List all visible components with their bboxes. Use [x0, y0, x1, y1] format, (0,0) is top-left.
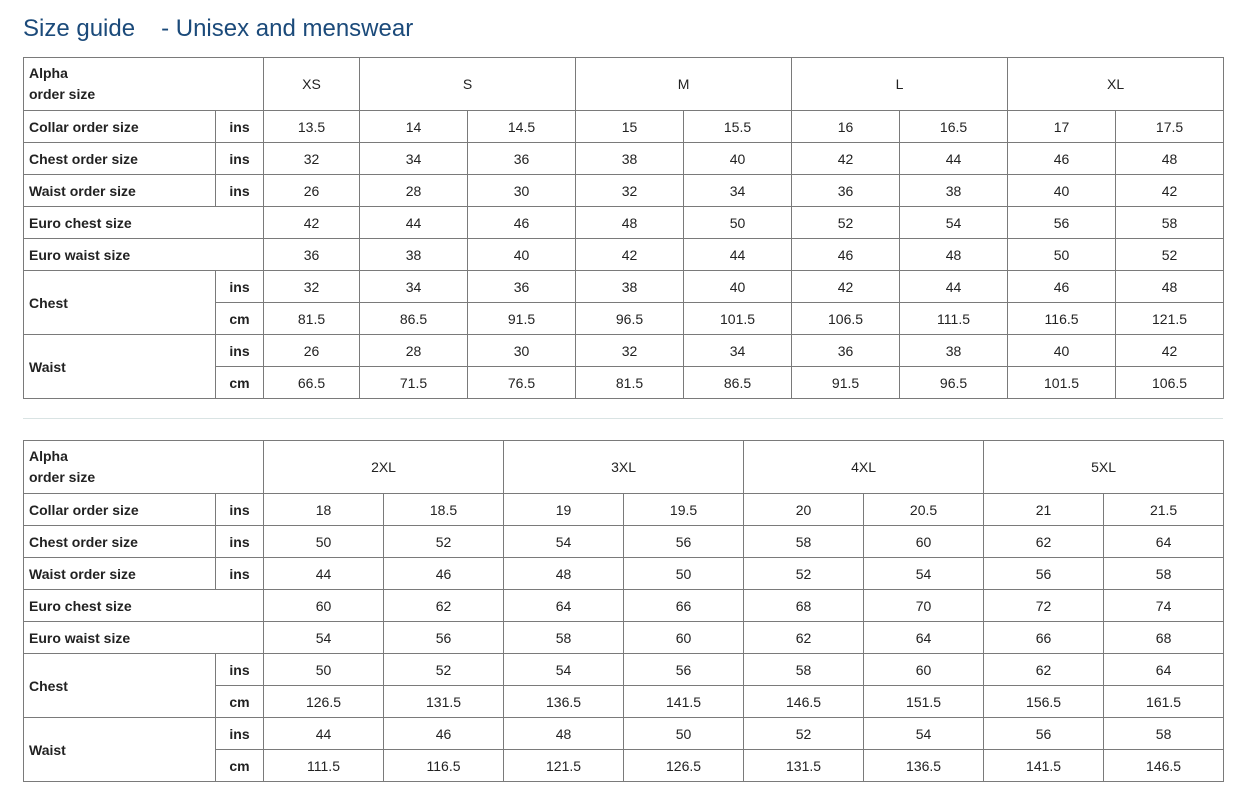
unit-label: ins: [216, 526, 264, 558]
unit-label: ins: [216, 558, 264, 590]
table-row-waist-ins: [24, 335, 1224, 367]
value-cell: 38: [900, 335, 1008, 367]
table-row-euro-chest: [24, 207, 1224, 239]
value-cell: 34: [684, 335, 792, 367]
value-cell: 74: [1104, 590, 1224, 622]
value-cell: 42: [792, 271, 900, 303]
size-header: M: [576, 58, 792, 111]
table-row-chest-order: [24, 143, 1224, 175]
value-cell: 101.5: [684, 303, 792, 335]
size-header: 3XL: [504, 441, 744, 494]
table-row-waist-order: [24, 175, 1224, 207]
value-cell: 101.5: [1008, 367, 1116, 399]
value-cell: 50: [624, 558, 744, 590]
value-cell: 44: [900, 271, 1008, 303]
value-cell: 91.5: [468, 303, 576, 335]
value-cell: 81.5: [576, 367, 684, 399]
unit-label: ins: [216, 654, 264, 686]
value-cell: 20: [744, 494, 864, 526]
value-cell: 42: [264, 207, 360, 239]
value-cell: 44: [360, 207, 468, 239]
row-label: Waist: [24, 718, 216, 782]
value-cell: 30: [468, 335, 576, 367]
unit-label: cm: [216, 750, 264, 782]
value-cell: 36: [264, 239, 360, 271]
value-cell: 71.5: [360, 367, 468, 399]
value-cell: 86.5: [360, 303, 468, 335]
table-row-chest-ins: [24, 654, 1224, 686]
value-cell: 126.5: [264, 686, 384, 718]
value-cell: 38: [900, 175, 1008, 207]
row-label: Collar order size: [24, 111, 216, 143]
value-cell: 19.5: [624, 494, 744, 526]
value-cell: 72: [984, 590, 1104, 622]
value-cell: 15: [576, 111, 684, 143]
value-cell: 66: [984, 622, 1104, 654]
unit-label: cm: [216, 367, 264, 399]
value-cell: 18: [264, 494, 384, 526]
unit-label: ins: [216, 175, 264, 207]
value-cell: 141.5: [984, 750, 1104, 782]
value-cell: 40: [684, 143, 792, 175]
table-row-euro-waist: [24, 622, 1224, 654]
value-cell: 21: [984, 494, 1104, 526]
size-header: L: [792, 58, 1008, 111]
value-cell: 58: [744, 526, 864, 558]
value-cell: 141.5: [624, 686, 744, 718]
value-cell: 17: [1008, 111, 1116, 143]
value-cell: 62: [984, 526, 1104, 558]
value-cell: 42: [792, 143, 900, 175]
value-cell: 52: [744, 718, 864, 750]
value-cell: 50: [624, 718, 744, 750]
value-cell: 48: [504, 718, 624, 750]
value-cell: 50: [684, 207, 792, 239]
value-cell: 76.5: [468, 367, 576, 399]
value-cell: 32: [264, 143, 360, 175]
value-cell: 32: [576, 335, 684, 367]
value-cell: 21.5: [1104, 494, 1224, 526]
value-cell: 46: [384, 718, 504, 750]
value-cell: 50: [264, 654, 384, 686]
row-label: Chest: [24, 654, 216, 718]
value-cell: 36: [792, 335, 900, 367]
value-cell: 54: [864, 558, 984, 590]
value-cell: 62: [384, 590, 504, 622]
value-cell: 64: [504, 590, 624, 622]
value-cell: 48: [900, 239, 1008, 271]
value-cell: 46: [792, 239, 900, 271]
value-cell: 56: [624, 526, 744, 558]
alpha-order-size-label: [24, 58, 264, 111]
value-cell: 126.5: [624, 750, 744, 782]
value-cell: 14.5: [468, 111, 576, 143]
value-cell: 15.5: [684, 111, 792, 143]
row-label: Euro waist size: [24, 239, 264, 271]
size-header: 2XL: [264, 441, 504, 494]
header-row: [24, 58, 1224, 111]
size-header: 4XL: [744, 441, 984, 494]
value-cell: 36: [792, 175, 900, 207]
size-header: XL: [1008, 58, 1224, 111]
row-label: Waist order size: [24, 175, 216, 207]
value-cell: 18.5: [384, 494, 504, 526]
value-cell: 131.5: [744, 750, 864, 782]
value-cell: 58: [1104, 718, 1224, 750]
value-cell: 16: [792, 111, 900, 143]
value-cell: 48: [504, 558, 624, 590]
value-cell: 28: [360, 335, 468, 367]
header-row: [24, 441, 1224, 494]
value-cell: 54: [504, 526, 624, 558]
value-cell: 36: [468, 143, 576, 175]
value-cell: 58: [1104, 558, 1224, 590]
value-cell: 68: [744, 590, 864, 622]
value-cell: 60: [624, 622, 744, 654]
value-cell: 106.5: [1116, 367, 1224, 399]
alpha-label-line1: Alpha: [29, 448, 68, 464]
value-cell: 96.5: [576, 303, 684, 335]
unit-label: ins: [216, 718, 264, 750]
size-table-xs-xl: [23, 57, 1224, 399]
value-cell: 111.5: [900, 303, 1008, 335]
value-cell: 106.5: [792, 303, 900, 335]
table-row-waist-ins: [24, 718, 1224, 750]
value-cell: 56: [624, 654, 744, 686]
value-cell: 56: [1008, 207, 1116, 239]
value-cell: 26: [264, 175, 360, 207]
value-cell: 52: [384, 526, 504, 558]
value-cell: 58: [504, 622, 624, 654]
value-cell: 54: [864, 718, 984, 750]
table-row-euro-waist: [24, 239, 1224, 271]
row-label: Waist order size: [24, 558, 216, 590]
value-cell: 46: [1008, 143, 1116, 175]
value-cell: 14: [360, 111, 468, 143]
value-cell: 64: [1104, 654, 1224, 686]
value-cell: 40: [1008, 335, 1116, 367]
value-cell: 56: [984, 718, 1104, 750]
value-cell: 34: [684, 175, 792, 207]
value-cell: 116.5: [384, 750, 504, 782]
value-cell: 136.5: [504, 686, 624, 718]
row-label: Chest: [24, 271, 216, 335]
page-title: [23, 15, 413, 43]
value-cell: 146.5: [1104, 750, 1224, 782]
row-label: Chest order size: [24, 143, 216, 175]
value-cell: 48: [1116, 143, 1224, 175]
row-label: Waist: [24, 335, 216, 399]
value-cell: 50: [1008, 239, 1116, 271]
value-cell: 60: [864, 526, 984, 558]
value-cell: 62: [744, 622, 864, 654]
value-cell: 151.5: [864, 686, 984, 718]
table-row-collar: [24, 494, 1224, 526]
value-cell: 42: [576, 239, 684, 271]
value-cell: 66.5: [264, 367, 360, 399]
value-cell: 38: [576, 143, 684, 175]
alpha-order-size-label: [24, 441, 264, 494]
value-cell: 156.5: [984, 686, 1104, 718]
unit-label: cm: [216, 303, 264, 335]
value-cell: 20.5: [864, 494, 984, 526]
alpha-label-line2: order size: [29, 469, 96, 485]
value-cell: 52: [384, 654, 504, 686]
page-title-main: Size guide: [23, 15, 136, 42]
value-cell: 66: [624, 590, 744, 622]
value-cell: 52: [792, 207, 900, 239]
value-cell: 52: [744, 558, 864, 590]
table-row-waist-order: [24, 558, 1224, 590]
value-cell: 42: [1116, 335, 1224, 367]
alpha-label-line1: Alpha: [29, 65, 68, 81]
value-cell: 13.5: [264, 111, 360, 143]
value-cell: 44: [684, 239, 792, 271]
value-cell: 121.5: [504, 750, 624, 782]
row-label: Euro waist size: [24, 622, 264, 654]
unit-label: ins: [216, 143, 264, 175]
size-header: S: [360, 58, 576, 111]
value-cell: 96.5: [900, 367, 1008, 399]
value-cell: 86.5: [684, 367, 792, 399]
value-cell: 146.5: [744, 686, 864, 718]
row-label: Euro chest size: [24, 590, 264, 622]
value-cell: 40: [684, 271, 792, 303]
value-cell: 70: [864, 590, 984, 622]
value-cell: 40: [468, 239, 576, 271]
value-cell: 58: [744, 654, 864, 686]
value-cell: 64: [1104, 526, 1224, 558]
value-cell: 54: [504, 654, 624, 686]
table-row-euro-chest: [24, 590, 1224, 622]
value-cell: 44: [264, 718, 384, 750]
value-cell: 68: [1104, 622, 1224, 654]
value-cell: 16.5: [900, 111, 1008, 143]
value-cell: 40: [1008, 175, 1116, 207]
table-row-collar: [24, 111, 1224, 143]
value-cell: 121.5: [1116, 303, 1224, 335]
value-cell: 52: [1116, 239, 1224, 271]
value-cell: 116.5: [1008, 303, 1116, 335]
value-cell: 26: [264, 335, 360, 367]
value-cell: 58: [1116, 207, 1224, 239]
value-cell: 38: [576, 271, 684, 303]
value-cell: 62: [984, 654, 1104, 686]
value-cell: 56: [384, 622, 504, 654]
value-cell: 54: [900, 207, 1008, 239]
value-cell: 50: [264, 526, 384, 558]
value-cell: 56: [984, 558, 1104, 590]
value-cell: 28: [360, 175, 468, 207]
value-cell: 111.5: [264, 750, 384, 782]
value-cell: 32: [264, 271, 360, 303]
value-cell: 42: [1116, 175, 1224, 207]
value-cell: 19: [504, 494, 624, 526]
value-cell: 46: [468, 207, 576, 239]
unit-label: ins: [216, 271, 264, 303]
value-cell: 44: [264, 558, 384, 590]
value-cell: 38: [360, 239, 468, 271]
unit-label: ins: [216, 111, 264, 143]
page-subtitle: - Unisex and menswear: [161, 15, 414, 42]
value-cell: 64: [864, 622, 984, 654]
value-cell: 48: [576, 207, 684, 239]
alpha-label-line2: order size: [29, 86, 96, 102]
value-cell: 34: [360, 271, 468, 303]
value-cell: 44: [900, 143, 1008, 175]
size-table-2xl-5xl: [23, 440, 1224, 782]
row-label: Chest order size: [24, 526, 216, 558]
unit-label: ins: [216, 335, 264, 367]
size-header: 5XL: [984, 441, 1224, 494]
value-cell: 30: [468, 175, 576, 207]
value-cell: 32: [576, 175, 684, 207]
value-cell: 46: [384, 558, 504, 590]
value-cell: 46: [1008, 271, 1116, 303]
value-cell: 161.5: [1104, 686, 1224, 718]
unit-label: cm: [216, 686, 264, 718]
value-cell: 131.5: [384, 686, 504, 718]
row-label: Collar order size: [24, 494, 216, 526]
row-label: Euro chest size: [24, 207, 264, 239]
size-header: XS: [264, 58, 360, 111]
value-cell: 91.5: [792, 367, 900, 399]
value-cell: 34: [360, 143, 468, 175]
value-cell: 81.5: [264, 303, 360, 335]
value-cell: 36: [468, 271, 576, 303]
value-cell: 136.5: [864, 750, 984, 782]
value-cell: 60: [264, 590, 384, 622]
section-divider: [23, 418, 1223, 419]
unit-label: ins: [216, 494, 264, 526]
value-cell: 54: [264, 622, 384, 654]
value-cell: 48: [1116, 271, 1224, 303]
value-cell: 60: [864, 654, 984, 686]
table-row-chest-order: [24, 526, 1224, 558]
table-row-chest-ins: [24, 271, 1224, 303]
value-cell: 17.5: [1116, 111, 1224, 143]
